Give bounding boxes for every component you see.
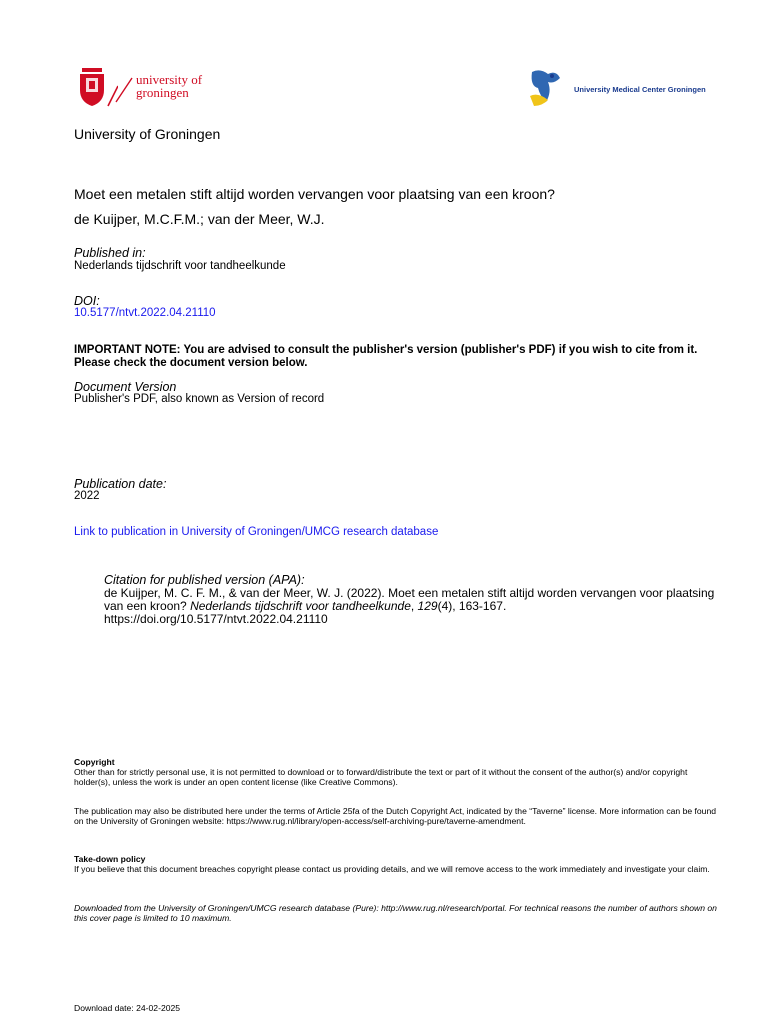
copyright-section bbox=[74, 758, 724, 787]
database-link[interactable]: Link to publication in University of Groningen/UMCG research database bbox=[74, 526, 439, 538]
rug-logo-line2: groningen bbox=[136, 85, 189, 100]
citation-volume: 129 bbox=[417, 599, 438, 613]
document-version-label: Document Version bbox=[74, 380, 177, 394]
institution-name: University of Groningen bbox=[74, 126, 221, 142]
download-date: Download date: 24-02-2025 bbox=[74, 1003, 181, 1013]
doi-link[interactable]: 10.5177/ntvt.2022.04.21110 bbox=[74, 307, 216, 319]
citation-pages: (4), 163-167. bbox=[437, 599, 507, 613]
citation-authors-title: de Kuijper, M. C. F. M., & van der Meer, W. J. (2022). Moet een metalen stift altijd worden vervangen voor plaatsing van een kroon? bbox=[104, 586, 715, 613]
citation-text bbox=[104, 587, 724, 613]
takedown-section bbox=[74, 855, 724, 875]
umcg-logo-text: University Medical Center Groningen bbox=[574, 85, 706, 94]
rug-slash-icon bbox=[114, 76, 134, 104]
downloaded-from-note: Downloaded from the University of Groningen/UMCG research database (Pure): http://www.rug.nl/research/portal. For technical reasons the number of authors shown on this cover page is limited to 10 maximum. bbox=[74, 903, 717, 923]
important-note: IMPORTANT NOTE: You are advised to consult the publisher's version (publisher's PDF) if you wish to cite from it. Please check the document version below. bbox=[74, 344, 698, 369]
umcg-logo bbox=[526, 66, 706, 112]
citation-separator: , bbox=[410, 599, 418, 613]
citation-url[interactable]: https://doi.org/10.5177/ntvt.2022.04.21110 bbox=[104, 612, 328, 626]
takedown-title: Take-down policy bbox=[74, 854, 146, 864]
doi-label: DOI: bbox=[74, 294, 100, 308]
rug-logo-line1: university of bbox=[136, 72, 203, 87]
takedown-text: If you believe that this document breaches copyright please contact us providing details, and we will remove access to the work immediately and investigate your claim. bbox=[74, 863, 710, 874]
publication-date-value: 2022 bbox=[74, 490, 100, 502]
rug-crest-icon bbox=[78, 66, 118, 108]
umcg-bird-icon bbox=[526, 66, 566, 110]
published-in-label: Published in: bbox=[74, 246, 146, 260]
citation-block bbox=[104, 574, 724, 626]
publication-date-label: Publication date: bbox=[74, 477, 167, 491]
citation-label: Citation for published version (APA): bbox=[104, 573, 305, 587]
published-in-value: Nederlands tijdschrift voor tandheelkunde bbox=[74, 260, 286, 272]
paper-title: Moet een metalen stift altijd worden vervangen voor plaatsing van een kroon? bbox=[74, 186, 555, 202]
paper-authors: de Kuijper, M.C.F.M.; van der Meer, W.J. bbox=[74, 211, 325, 227]
taverne-text: The publication may also be distributed here under the terms of Article 25fa of the Dutch Copyright Act, indicated by the “Taverne” license. More information can be found on the University of Groningen website: https://www.rug.nl/library/open-access/self-archiving-pure/taverne-amendment. bbox=[74, 806, 717, 826]
document-version-value: Publisher's PDF, also known as Version of record bbox=[74, 393, 325, 405]
rug-logo bbox=[78, 66, 228, 108]
copyright-title: Copyright bbox=[74, 757, 115, 767]
citation-journal: Nederlands tijdschrift voor tandheelkunde bbox=[190, 599, 411, 613]
copyright-text: Other than for strictly personal use, it is not permitted to download or to forward/distribute the text or part of it without the consent of the author(s) and/or copyright holder(s), unless the work is under an open content license (like Creative Commons). bbox=[74, 766, 688, 787]
